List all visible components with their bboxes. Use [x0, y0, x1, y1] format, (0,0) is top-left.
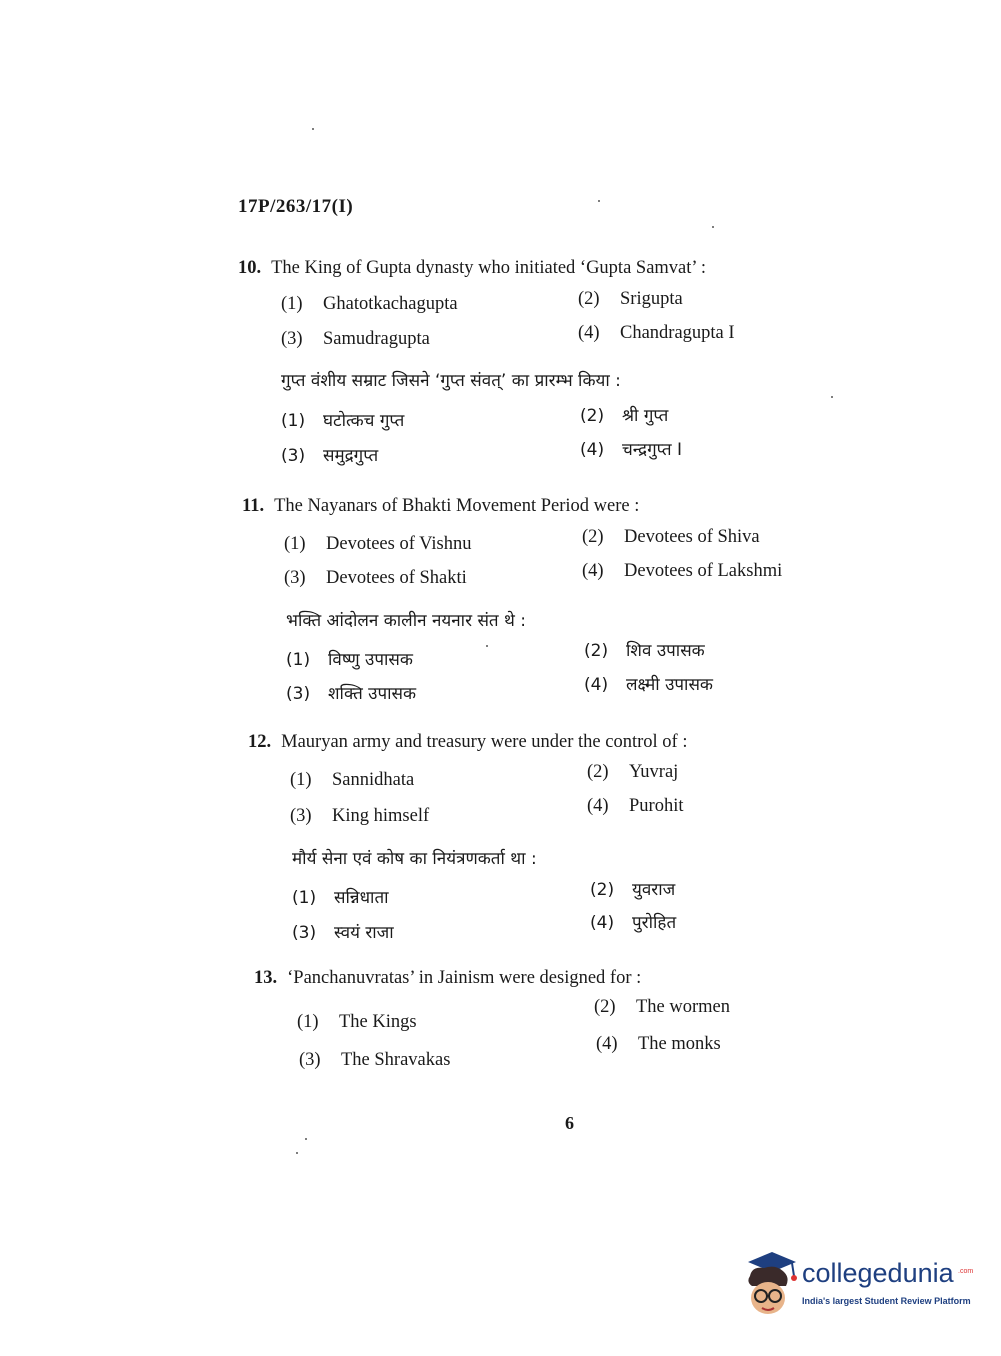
option-number: (1) [284, 534, 306, 554]
option-text: Devotees of Shakti [326, 568, 467, 588]
option-13-4 [596, 1034, 721, 1055]
question-12 [248, 732, 687, 753]
scan-speck [486, 645, 488, 647]
option-number: (4) [584, 675, 609, 695]
option-text: Purohit [629, 796, 684, 816]
option-text: Devotees of Lakshmi [624, 561, 783, 581]
question-12-hindi: मौर्य सेना एवं कोष का नियंत्रणकर्ता था : [292, 849, 537, 869]
question-11-hindi: भक्ति आंदोलन कालीन नयनार संत थे : [286, 611, 527, 631]
option-text: King himself [332, 806, 430, 826]
scan-speck [305, 1138, 307, 1140]
scan-speck [712, 226, 714, 228]
option-text: Srigupta [620, 289, 683, 309]
option-number: (2) [582, 527, 604, 547]
option-number: (3) [281, 329, 303, 349]
option-13-3 [299, 1050, 450, 1071]
option-text: स्वयं राजा [334, 923, 394, 943]
option-text: Devotees of Vishnu [326, 534, 472, 554]
option-text: शिव उपासक [626, 641, 705, 661]
option-number: (1) [297, 1012, 319, 1032]
option-text: The wormen [636, 997, 731, 1017]
option-number: (2) [594, 997, 616, 1017]
hindi-option-12-1 [292, 885, 389, 908]
option-text: युवराज [632, 880, 676, 900]
option-10-3 [281, 329, 430, 350]
brand-suffix: .com [958, 1268, 974, 1275]
question-text: ‘Panchanuvratas’ in Jainism were designed for : [287, 968, 642, 988]
option-12-2 [587, 762, 678, 783]
option-text: समुद्रगुप्त [323, 446, 379, 466]
option-12-4 [587, 796, 683, 817]
option-11-2 [582, 527, 760, 548]
option-number: (4) [578, 323, 600, 343]
option-number: (2) [590, 880, 615, 900]
question-number: 12. [248, 732, 272, 752]
option-10-2 [578, 289, 683, 310]
hindi-option-11-4 [584, 672, 713, 695]
option-text: Chandragupta I [620, 323, 735, 343]
option-text: चन्द्रगुप्त I [622, 440, 682, 460]
option-text: The monks [638, 1034, 721, 1054]
hindi-option-12-2 [590, 877, 675, 900]
option-10-1 [281, 294, 458, 315]
question-text: Mauryan army and treasury were under the control of : [281, 732, 688, 752]
option-12-3 [290, 806, 429, 827]
hindi-option-12-3 [292, 920, 394, 943]
option-13-1 [297, 1012, 417, 1033]
option-number: (3) [292, 923, 317, 943]
option-number: (4) [580, 440, 605, 460]
scan-speck [598, 200, 600, 202]
option-text: शक्ति उपासक [328, 684, 417, 704]
option-number: (3) [281, 446, 306, 466]
option-text: Ghatotkachagupta [323, 294, 458, 314]
option-number: (1) [281, 294, 303, 314]
page-number: 6 [565, 1113, 574, 1133]
question-10-hindi: गुप्त वंशीय सम्राट जिसने ‘गुप्त संवत्’ का प्रारम्भ किया : [281, 371, 621, 391]
option-text: The Shravakas [341, 1050, 451, 1070]
option-text: विष्णु उपासक [328, 650, 413, 670]
option-text: The Kings [339, 1012, 417, 1032]
hindi-option-11-1 [286, 647, 413, 670]
question-number: 10. [238, 258, 262, 278]
question-text: The Nayanars of Bhakti Movement Period were : [274, 496, 640, 516]
option-13-2 [594, 997, 730, 1018]
mascot-icon [742, 1252, 800, 1318]
option-number: (3) [290, 806, 312, 826]
option-number: (4) [590, 913, 615, 933]
option-number: (4) [582, 561, 604, 581]
question-number: 11. [242, 496, 265, 516]
option-text: Devotees of Shiva [624, 527, 760, 547]
hindi-option-12-4 [590, 910, 676, 933]
hindi-option-11-3 [286, 681, 416, 704]
hindi-option-10-2 [580, 403, 668, 426]
question-13 [254, 968, 641, 989]
option-number: (1) [292, 888, 317, 908]
option-number: (1) [290, 770, 312, 790]
option-text: Samudragupta [323, 329, 430, 349]
option-text: घटोत्कच गुप्त [323, 411, 405, 431]
option-number: (2) [584, 641, 609, 661]
question-11 [242, 496, 639, 517]
option-number: (2) [587, 762, 609, 782]
hindi-option-11-2 [584, 638, 705, 661]
option-10-4 [578, 323, 735, 344]
option-number: (4) [596, 1034, 618, 1054]
scan-speck [831, 396, 833, 398]
question-number: 13. [254, 968, 278, 988]
option-text: लक्ष्मी उपासक [626, 675, 713, 695]
paper-code: 17P/263/17(I) [238, 196, 354, 217]
hindi-option-10-1 [281, 408, 404, 431]
option-number: (3) [284, 568, 306, 588]
option-text: Yuvraj [629, 762, 679, 782]
option-11-1 [284, 534, 472, 555]
option-text: Sannidhata [332, 770, 415, 790]
option-number: (2) [580, 406, 605, 426]
collegedunia-logo [742, 1252, 972, 1318]
option-number: (4) [587, 796, 609, 816]
option-text: पुरोहित [632, 913, 677, 933]
option-11-3 [284, 568, 467, 589]
option-number: (3) [286, 684, 311, 704]
option-text: श्री गुप्त [622, 406, 669, 426]
scan-speck [296, 1152, 298, 1154]
option-11-4 [582, 561, 782, 582]
option-text: सन्निधाता [334, 888, 389, 908]
scan-speck [312, 128, 314, 130]
question-text: The King of Gupta dynasty who initiated ‘Gupta Samvat’ : [271, 258, 706, 278]
option-number: (3) [299, 1050, 321, 1070]
option-number: (2) [578, 289, 600, 309]
option-12-1 [290, 770, 414, 791]
brand-tagline: India's largest Student Review Platform [802, 1296, 971, 1306]
question-10 [238, 258, 706, 279]
hindi-option-10-3 [281, 443, 378, 466]
option-number: (1) [286, 650, 311, 670]
option-number: (1) [281, 411, 306, 431]
hindi-option-10-4 [580, 437, 682, 460]
brand-name: collegedunia [802, 1258, 954, 1288]
